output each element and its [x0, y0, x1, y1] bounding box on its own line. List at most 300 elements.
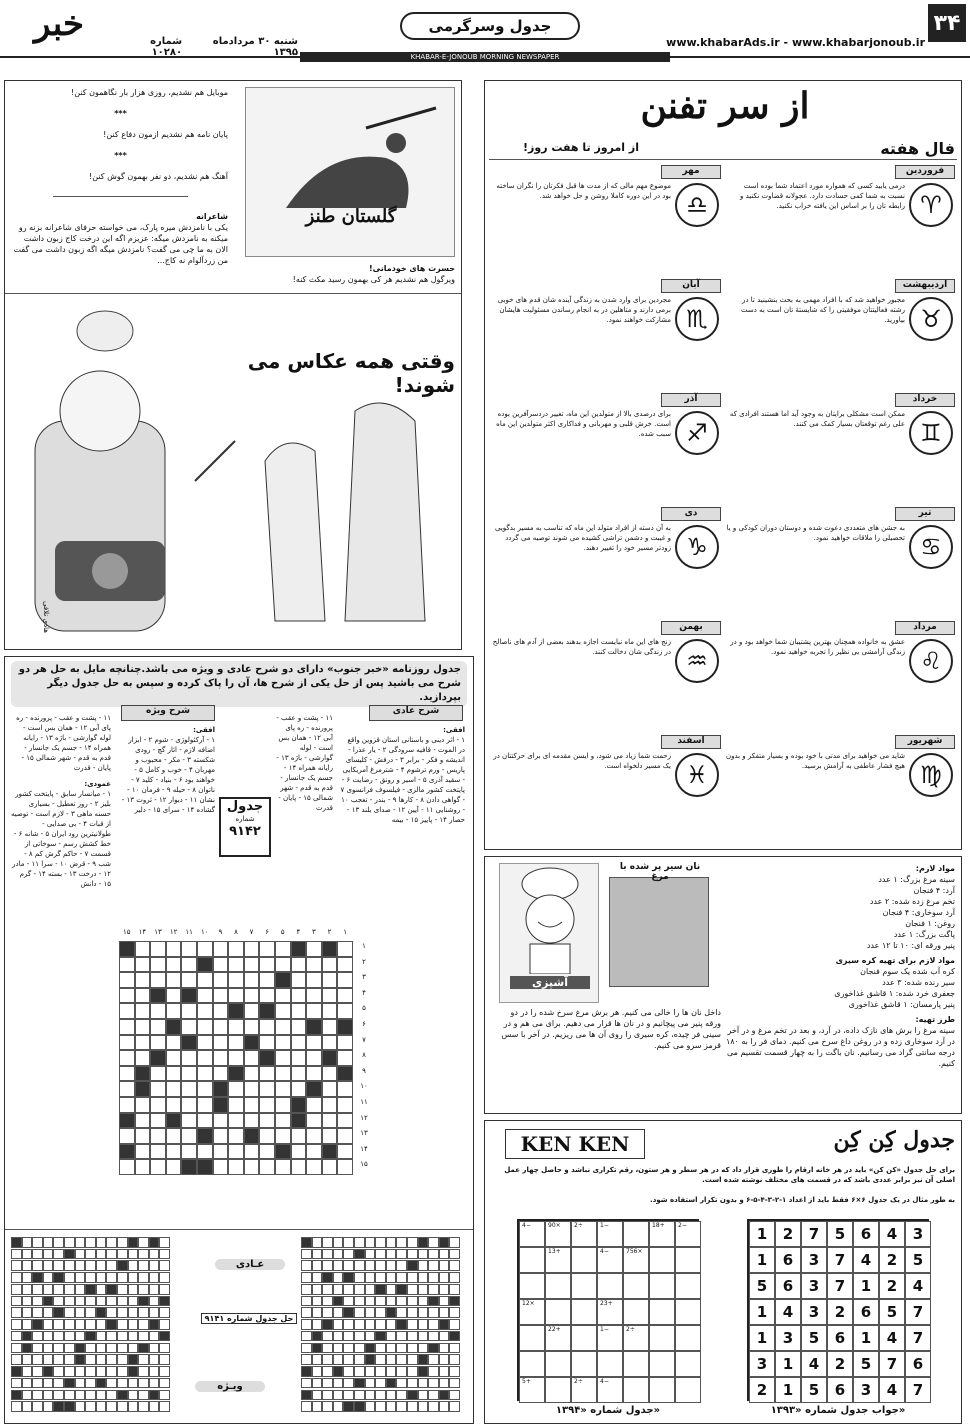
grid-cell[interactable] — [32, 1249, 43, 1260]
kenken-cell[interactable] — [623, 1247, 649, 1273]
grid-cell[interactable] — [306, 1113, 322, 1129]
kenken-cell[interactable] — [545, 1247, 571, 1273]
grid-cell[interactable] — [375, 1354, 386, 1365]
grid-cell[interactable] — [354, 1284, 365, 1295]
grid-cell[interactable] — [333, 1390, 344, 1401]
grid-cell[interactable] — [150, 1113, 166, 1129]
kenken-cell[interactable] — [519, 1351, 545, 1377]
grid-cell[interactable] — [275, 1097, 291, 1113]
grid-cell[interactable] — [135, 1113, 151, 1129]
grid-cell[interactable] — [375, 1390, 386, 1401]
grid-cell[interactable] — [22, 1390, 33, 1401]
grid-cell[interactable] — [322, 1003, 338, 1019]
grid-cell[interactable] — [213, 1035, 229, 1051]
grid-cell[interactable] — [439, 1401, 450, 1412]
grid-cell[interactable] — [119, 1081, 135, 1097]
grid-cell[interactable] — [365, 1307, 376, 1318]
grid-cell[interactable] — [354, 1319, 365, 1330]
grid-cell[interactable] — [407, 1354, 418, 1365]
grid-cell[interactable] — [119, 988, 135, 1004]
grid-cell[interactable] — [428, 1378, 439, 1389]
grid-cell[interactable] — [291, 1019, 307, 1035]
grid-cell[interactable] — [96, 1343, 107, 1354]
kenken-cell[interactable] — [623, 1273, 649, 1299]
grid-cell[interactable] — [428, 1401, 439, 1412]
grid-cell[interactable] — [197, 1050, 213, 1066]
grid-cell[interactable] — [428, 1319, 439, 1330]
kenken-cell[interactable] — [519, 1377, 545, 1403]
grid-cell[interactable] — [181, 1097, 197, 1113]
grid-cell[interactable] — [75, 1390, 86, 1401]
grid-cell[interactable] — [228, 1144, 244, 1160]
grid-cell[interactable] — [53, 1331, 64, 1342]
kenken-cell[interactable] — [571, 1299, 597, 1325]
grid-cell[interactable] — [32, 1296, 43, 1307]
kenken-cell[interactable] — [519, 1325, 545, 1351]
grid-cell[interactable] — [259, 972, 275, 988]
grid-cell[interactable] — [32, 1343, 43, 1354]
grid-cell[interactable] — [213, 941, 229, 957]
grid-cell[interactable] — [312, 1378, 323, 1389]
grid-cell[interactable] — [106, 1378, 117, 1389]
grid-cell[interactable] — [322, 957, 338, 973]
grid-cell[interactable] — [53, 1378, 64, 1389]
grid-cell[interactable] — [138, 1249, 149, 1260]
grid-cell[interactable] — [181, 1113, 197, 1129]
grid-cell[interactable] — [354, 1390, 365, 1401]
grid-cell[interactable] — [166, 941, 182, 957]
grid-cell[interactable] — [150, 1019, 166, 1035]
grid-cell[interactable] — [166, 1128, 182, 1144]
grid-cell[interactable] — [75, 1237, 86, 1248]
grid-cell[interactable] — [333, 1272, 344, 1283]
grid-cell[interactable] — [197, 1081, 213, 1097]
grid-cell[interactable] — [64, 1296, 75, 1307]
grid-cell[interactable] — [159, 1390, 170, 1401]
grid-cell[interactable] — [449, 1401, 460, 1412]
kenken-cell[interactable] — [545, 1221, 571, 1247]
grid-cell[interactable] — [386, 1390, 397, 1401]
grid-cell[interactable] — [306, 1066, 322, 1082]
grid-cell[interactable] — [119, 972, 135, 988]
grid-cell[interactable] — [213, 1144, 229, 1160]
grid-cell[interactable] — [322, 1296, 333, 1307]
grid-cell[interactable] — [11, 1401, 22, 1412]
grid-cell[interactable] — [244, 972, 260, 988]
grid-cell[interactable] — [291, 972, 307, 988]
grid-cell[interactable] — [354, 1296, 365, 1307]
grid-cell[interactable] — [244, 941, 260, 957]
grid-cell[interactable] — [138, 1366, 149, 1377]
grid-cell[interactable] — [149, 1284, 160, 1295]
grid-cell[interactable] — [396, 1331, 407, 1342]
grid-cell[interactable] — [428, 1390, 439, 1401]
grid-cell[interactable] — [259, 1066, 275, 1082]
grid-cell[interactable] — [375, 1237, 386, 1248]
grid-cell[interactable] — [159, 1284, 170, 1295]
kenken-cell[interactable] — [597, 1325, 623, 1351]
grid-cell[interactable] — [396, 1237, 407, 1248]
grid-cell[interactable] — [386, 1249, 397, 1260]
grid-cell[interactable] — [291, 1003, 307, 1019]
grid-cell[interactable] — [128, 1401, 139, 1412]
kenken-cell[interactable] — [649, 1325, 675, 1351]
grid-cell[interactable] — [322, 1343, 333, 1354]
grid-cell[interactable] — [301, 1378, 312, 1389]
grid-cell[interactable] — [244, 1097, 260, 1113]
grid-cell[interactable] — [106, 1366, 117, 1377]
grid-cell[interactable] — [166, 1081, 182, 1097]
grid-cell[interactable] — [138, 1378, 149, 1389]
grid-cell[interactable] — [244, 1113, 260, 1129]
grid-cell[interactable] — [181, 957, 197, 973]
kenken-cell[interactable] — [597, 1221, 623, 1247]
grid-cell[interactable] — [64, 1307, 75, 1318]
grid-cell[interactable] — [449, 1284, 460, 1295]
grid-cell[interactable] — [306, 988, 322, 1004]
grid-cell[interactable] — [213, 972, 229, 988]
grid-cell[interactable] — [312, 1237, 323, 1248]
grid-cell[interactable] — [128, 1319, 139, 1330]
kenken-cell[interactable] — [675, 1351, 701, 1377]
grid-cell[interactable] — [166, 972, 182, 988]
grid-cell[interactable] — [119, 1066, 135, 1082]
grid-cell[interactable] — [43, 1307, 54, 1318]
grid-cell[interactable] — [365, 1366, 376, 1377]
grid-cell[interactable] — [322, 1249, 333, 1260]
grid-cell[interactable] — [85, 1390, 96, 1401]
grid-cell[interactable] — [312, 1366, 323, 1377]
grid-cell[interactable] — [197, 1066, 213, 1082]
grid-cell[interactable] — [244, 1050, 260, 1066]
grid-cell[interactable] — [312, 1249, 323, 1260]
grid-cell[interactable] — [213, 1159, 229, 1175]
grid-cell[interactable] — [439, 1284, 450, 1295]
grid-cell[interactable] — [333, 1378, 344, 1389]
grid-cell[interactable] — [301, 1272, 312, 1283]
grid-cell[interactable] — [119, 1159, 135, 1175]
grid-cell[interactable] — [396, 1401, 407, 1412]
kenken-cell[interactable] — [519, 1273, 545, 1299]
grid-cell[interactable] — [117, 1296, 128, 1307]
grid-cell[interactable] — [337, 1128, 353, 1144]
grid-cell[interactable] — [96, 1237, 107, 1248]
grid-cell[interactable] — [159, 1366, 170, 1377]
grid-cell[interactable] — [244, 1019, 260, 1035]
grid-cell[interactable] — [418, 1331, 429, 1342]
grid-cell[interactable] — [259, 988, 275, 1004]
grid-cell[interactable] — [407, 1296, 418, 1307]
grid-cell[interactable] — [365, 1390, 376, 1401]
grid-cell[interactable] — [159, 1307, 170, 1318]
grid-cell[interactable] — [407, 1331, 418, 1342]
grid-cell[interactable] — [301, 1249, 312, 1260]
grid-cell[interactable] — [275, 1003, 291, 1019]
grid-cell[interactable] — [96, 1390, 107, 1401]
grid-cell[interactable] — [333, 1401, 344, 1412]
grid-cell[interactable] — [149, 1343, 160, 1354]
grid-cell[interactable] — [43, 1378, 54, 1389]
grid-cell[interactable] — [159, 1260, 170, 1271]
grid-cell[interactable] — [439, 1260, 450, 1271]
grid-cell[interactable] — [75, 1366, 86, 1377]
grid-cell[interactable] — [418, 1307, 429, 1318]
grid-cell[interactable] — [259, 1019, 275, 1035]
grid-cell[interactable] — [396, 1307, 407, 1318]
grid-cell[interactable] — [96, 1272, 107, 1283]
grid-cell[interactable] — [306, 1050, 322, 1066]
grid-cell[interactable] — [386, 1343, 397, 1354]
kenken-cell[interactable] — [597, 1273, 623, 1299]
grid-cell[interactable] — [333, 1307, 344, 1318]
kenken-cell[interactable] — [545, 1299, 571, 1325]
grid-cell[interactable] — [150, 957, 166, 973]
grid-cell[interactable] — [306, 957, 322, 973]
grid-cell[interactable] — [159, 1272, 170, 1283]
grid-cell[interactable] — [343, 1331, 354, 1342]
kenken-cell[interactable] — [649, 1247, 675, 1273]
grid-cell[interactable] — [135, 1128, 151, 1144]
grid-cell[interactable] — [306, 941, 322, 957]
grid-cell[interactable] — [119, 1035, 135, 1051]
grid-cell[interactable] — [85, 1249, 96, 1260]
grid-cell[interactable] — [375, 1307, 386, 1318]
grid-cell[interactable] — [418, 1343, 429, 1354]
grid-cell[interactable] — [322, 1331, 333, 1342]
grid-cell[interactable] — [375, 1272, 386, 1283]
kenken-cell[interactable] — [571, 1273, 597, 1299]
grid-cell[interactable] — [228, 1081, 244, 1097]
grid-cell[interactable] — [337, 957, 353, 973]
kenken-cell[interactable] — [519, 1299, 545, 1325]
grid-cell[interactable] — [181, 941, 197, 957]
grid-cell[interactable] — [244, 988, 260, 1004]
grid-cell[interactable] — [333, 1237, 344, 1248]
grid-cell[interactable] — [197, 1113, 213, 1129]
grid-cell[interactable] — [11, 1260, 22, 1271]
grid-cell[interactable] — [396, 1272, 407, 1283]
grid-cell[interactable] — [337, 1081, 353, 1097]
grid-cell[interactable] — [322, 1401, 333, 1412]
grid-cell[interactable] — [407, 1272, 418, 1283]
grid-cell[interactable] — [228, 1097, 244, 1113]
grid-cell[interactable] — [128, 1249, 139, 1260]
grid-cell[interactable] — [53, 1249, 64, 1260]
grid-cell[interactable] — [149, 1366, 160, 1377]
grid-cell[interactable] — [375, 1366, 386, 1377]
grid-cell[interactable] — [75, 1284, 86, 1295]
grid-cell[interactable] — [32, 1307, 43, 1318]
grid-cell[interactable] — [106, 1354, 117, 1365]
grid-cell[interactable] — [275, 941, 291, 957]
grid-cell[interactable] — [306, 1144, 322, 1160]
grid-cell[interactable] — [75, 1401, 86, 1412]
grid-cell[interactable] — [322, 1113, 338, 1129]
grid-cell[interactable] — [149, 1354, 160, 1365]
grid-cell[interactable] — [407, 1249, 418, 1260]
grid-cell[interactable] — [386, 1331, 397, 1342]
grid-cell[interactable] — [166, 1035, 182, 1051]
grid-cell[interactable] — [11, 1296, 22, 1307]
grid-cell[interactable] — [365, 1284, 376, 1295]
grid-cell[interactable] — [228, 988, 244, 1004]
grid-cell[interactable] — [106, 1401, 117, 1412]
grid-cell[interactable] — [365, 1401, 376, 1412]
grid-cell[interactable] — [407, 1237, 418, 1248]
grid-cell[interactable] — [275, 1066, 291, 1082]
grid-cell[interactable] — [396, 1249, 407, 1260]
grid-cell[interactable] — [449, 1378, 460, 1389]
grid-cell[interactable] — [418, 1272, 429, 1283]
grid-cell[interactable] — [449, 1319, 460, 1330]
grid-cell[interactable] — [149, 1272, 160, 1283]
grid-cell[interactable] — [96, 1319, 107, 1330]
grid-cell[interactable] — [418, 1378, 429, 1389]
grid-cell[interactable] — [275, 1128, 291, 1144]
grid-cell[interactable] — [386, 1319, 397, 1330]
grid-cell[interactable] — [117, 1401, 128, 1412]
grid-cell[interactable] — [386, 1366, 397, 1377]
grid-cell[interactable] — [322, 1066, 338, 1082]
grid-cell[interactable] — [228, 1019, 244, 1035]
grid-cell[interactable] — [43, 1390, 54, 1401]
grid-cell[interactable] — [306, 1159, 322, 1175]
grid-cell[interactable] — [322, 1390, 333, 1401]
grid-cell[interactable] — [119, 1097, 135, 1113]
grid-cell[interactable] — [197, 972, 213, 988]
grid-cell[interactable] — [439, 1272, 450, 1283]
grid-cell[interactable] — [291, 957, 307, 973]
grid-cell[interactable] — [386, 1284, 397, 1295]
grid-cell[interactable] — [43, 1237, 54, 1248]
grid-cell[interactable] — [213, 988, 229, 1004]
grid-cell[interactable] — [150, 1066, 166, 1082]
grid-cell[interactable] — [354, 1272, 365, 1283]
grid-cell[interactable] — [386, 1272, 397, 1283]
grid-cell[interactable] — [85, 1260, 96, 1271]
grid-cell[interactable] — [166, 1097, 182, 1113]
grid-cell[interactable] — [106, 1331, 117, 1342]
grid-cell[interactable] — [85, 1296, 96, 1307]
grid-cell[interactable] — [333, 1343, 344, 1354]
grid-cell[interactable] — [138, 1390, 149, 1401]
grid-cell[interactable] — [181, 1003, 197, 1019]
grid-cell[interactable] — [135, 1035, 151, 1051]
grid-cell[interactable] — [149, 1296, 160, 1307]
grid-cell[interactable] — [106, 1272, 117, 1283]
grid-cell[interactable] — [322, 1237, 333, 1248]
grid-cell[interactable] — [337, 972, 353, 988]
kenken-cell[interactable] — [649, 1299, 675, 1325]
grid-cell[interactable] — [275, 957, 291, 973]
grid-cell[interactable] — [259, 957, 275, 973]
grid-cell[interactable] — [135, 1003, 151, 1019]
grid-cell[interactable] — [75, 1307, 86, 1318]
grid-cell[interactable] — [22, 1260, 33, 1271]
grid-cell[interactable] — [117, 1237, 128, 1248]
grid-cell[interactable] — [135, 941, 151, 957]
grid-cell[interactable] — [386, 1401, 397, 1412]
grid-cell[interactable] — [365, 1296, 376, 1307]
grid-cell[interactable] — [244, 1144, 260, 1160]
grid-cell[interactable] — [439, 1296, 450, 1307]
grid-cell[interactable] — [159, 1354, 170, 1365]
grid-cell[interactable] — [333, 1284, 344, 1295]
grid-cell[interactable] — [96, 1401, 107, 1412]
grid-cell[interactable] — [135, 972, 151, 988]
grid-cell[interactable] — [64, 1260, 75, 1271]
kenken-cell[interactable] — [597, 1247, 623, 1273]
grid-cell[interactable] — [106, 1390, 117, 1401]
grid-cell[interactable] — [197, 1097, 213, 1113]
grid-cell[interactable] — [138, 1331, 149, 1342]
grid-cell[interactable] — [64, 1237, 75, 1248]
grid-cell[interactable] — [306, 1035, 322, 1051]
grid-cell[interactable] — [135, 1050, 151, 1066]
grid-cell[interactable] — [428, 1249, 439, 1260]
grid-cell[interactable] — [301, 1331, 312, 1342]
grid-cell[interactable] — [301, 1401, 312, 1412]
grid-cell[interactable] — [22, 1249, 33, 1260]
kenken-cell[interactable] — [649, 1273, 675, 1299]
grid-cell[interactable] — [337, 1003, 353, 1019]
grid-cell[interactable] — [181, 1144, 197, 1160]
grid-cell[interactable] — [275, 1113, 291, 1129]
grid-cell[interactable] — [53, 1343, 64, 1354]
grid-cell[interactable] — [159, 1319, 170, 1330]
grid-cell[interactable] — [428, 1307, 439, 1318]
grid-cell[interactable] — [149, 1401, 160, 1412]
grid-cell[interactable] — [149, 1378, 160, 1389]
grid-cell[interactable] — [166, 1050, 182, 1066]
grid-cell[interactable] — [343, 1284, 354, 1295]
grid-cell[interactable] — [418, 1249, 429, 1260]
grid-cell[interactable] — [343, 1237, 354, 1248]
kenken-cell[interactable] — [571, 1325, 597, 1351]
kenken-cell[interactable] — [623, 1325, 649, 1351]
grid-cell[interactable] — [64, 1272, 75, 1283]
grid-cell[interactable] — [159, 1401, 170, 1412]
grid-cell[interactable] — [449, 1354, 460, 1365]
grid-cell[interactable] — [213, 1066, 229, 1082]
grid-cell[interactable] — [259, 1128, 275, 1144]
grid-cell[interactable] — [259, 1035, 275, 1051]
grid-cell[interactable] — [117, 1378, 128, 1389]
grid-cell[interactable] — [322, 1284, 333, 1295]
grid-cell[interactable] — [43, 1343, 54, 1354]
grid-cell[interactable] — [354, 1307, 365, 1318]
grid-cell[interactable] — [197, 941, 213, 957]
grid-cell[interactable] — [407, 1319, 418, 1330]
grid-cell[interactable] — [11, 1284, 22, 1295]
grid-cell[interactable] — [96, 1354, 107, 1365]
grid-cell[interactable] — [85, 1366, 96, 1377]
grid-cell[interactable] — [439, 1307, 450, 1318]
grid-cell[interactable] — [64, 1319, 75, 1330]
grid-cell[interactable] — [306, 1003, 322, 1019]
grid-cell[interactable] — [375, 1401, 386, 1412]
grid-cell[interactable] — [150, 941, 166, 957]
grid-cell[interactable] — [96, 1249, 107, 1260]
grid-cell[interactable] — [228, 1159, 244, 1175]
grid-cell[interactable] — [106, 1296, 117, 1307]
grid-cell[interactable] — [181, 972, 197, 988]
grid-cell[interactable] — [291, 1159, 307, 1175]
grid-cell[interactable] — [428, 1272, 439, 1283]
grid-cell[interactable] — [128, 1307, 139, 1318]
kenken-cell[interactable] — [649, 1351, 675, 1377]
grid-cell[interactable] — [291, 1035, 307, 1051]
